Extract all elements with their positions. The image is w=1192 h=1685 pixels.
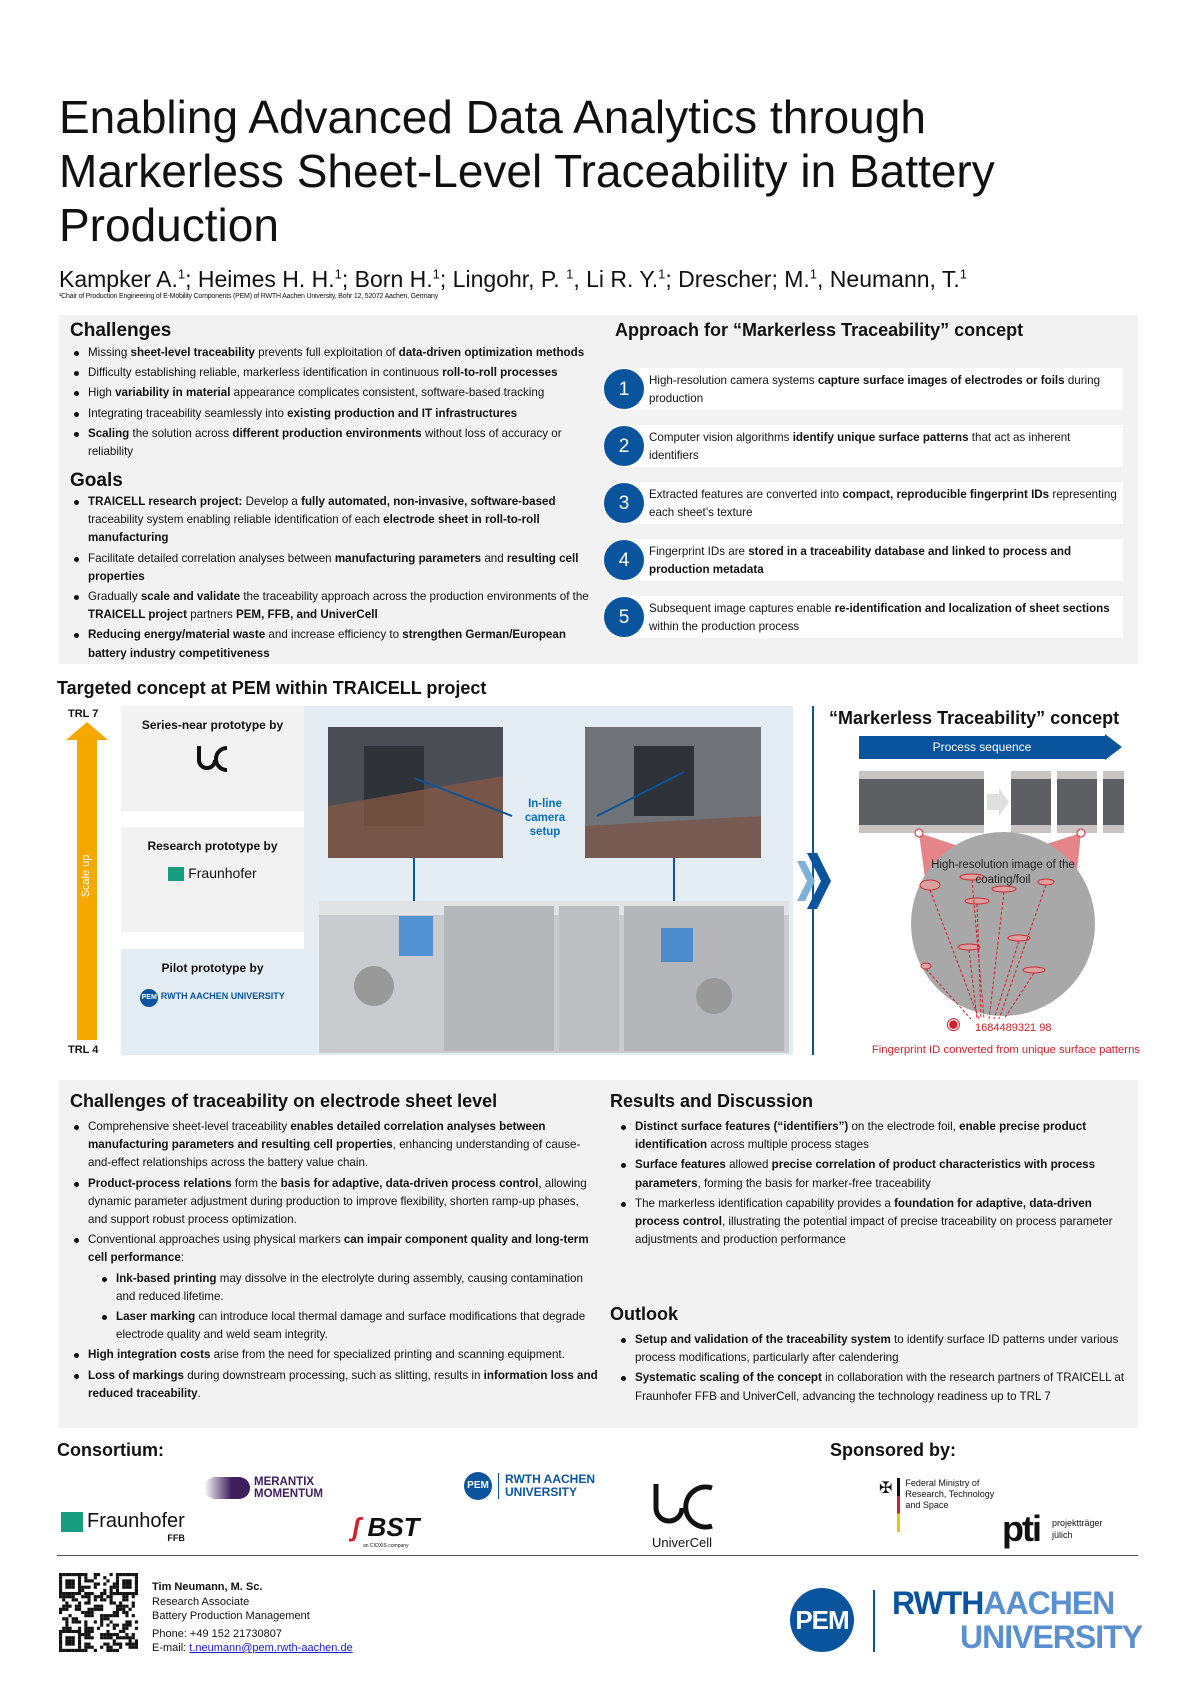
text-segment: Missing <box>88 346 131 359</box>
challenges-heading: Challenges <box>70 320 172 341</box>
approach-step <box>603 368 1123 410</box>
list-item <box>70 344 590 362</box>
list-item <box>617 1331 1129 1367</box>
level-research <box>121 827 304 932</box>
process-sequence-label: Process sequence <box>859 736 1105 759</box>
list-item <box>70 588 590 624</box>
author-name: ; Lingohr, P. <box>439 266 567 292</box>
consortium-heading: Consortium: <box>57 1440 164 1460</box>
text-segment: arise from the need for specialized printing and scanning equipment. <box>210 1348 565 1362</box>
text-segment: form the <box>231 1176 281 1190</box>
text-segment: Scaling <box>88 426 130 440</box>
text-segment: existing production and IT infrastructures <box>287 406 518 420</box>
camera-label: In-line camera setup <box>524 798 566 838</box>
text-segment: resulting cell properties <box>88 551 579 583</box>
contact-email-link[interactable]: t.neumann@pem.rwth-aachen.de <box>189 1642 353 1654</box>
text-segment: variability in material <box>115 386 231 400</box>
list-item <box>70 405 590 423</box>
text-segment: on the electrode foil, <box>848 1120 960 1133</box>
text-segment: prevents full exploitation of <box>254 346 399 359</box>
author-affiliation-mark: 1 <box>566 266 574 282</box>
poster-title: Enabling Advanced Data Analytics through Markerless Sheet-Level Traceability in Battery Production <box>59 91 995 251</box>
email-label: E-mail: <box>152 1642 190 1654</box>
text-segment: capture surface images of electrodes or foils <box>817 374 1065 387</box>
text-segment: and <box>481 551 507 565</box>
pem-rwth-logo: PEM RWTH AACHEN UNIVERSITY <box>121 989 304 1007</box>
text-segment: enable precise product identification <box>635 1120 1087 1152</box>
univercell-logo: UniverCell <box>648 1480 716 1550</box>
text-segment: different production environments <box>232 426 422 440</box>
text-segment: across multiple process stages <box>707 1138 869 1152</box>
fingerprint-caption: Fingerprint ID converted from unique surface patterns <box>871 1044 1140 1056</box>
bmbf-logo: ✠ Federal Ministry of Research, Technology and Space <box>879 1478 1005 1532</box>
text-segment: Facilitate detailed correlation analyses between <box>88 551 335 565</box>
targeted-heading: Targeted concept at PEM within TRAICELL project <box>57 678 487 698</box>
challenges-list <box>70 344 590 463</box>
text-segment: appearance complicates consistent, software-based tracking <box>230 386 545 400</box>
text-segment: in collaboration with the research partners of TRAICELL at Fraunhofer FFB and UniverCell, advancing the technology readiness up to TRL 7 <box>635 1371 1125 1403</box>
goals-list <box>70 493 590 665</box>
text-segment: information loss and reduced traceability <box>88 1368 598 1400</box>
level-pilot <box>121 949 304 1055</box>
approach-step <box>603 539 1123 581</box>
text-segment: Conventional approaches using physical markers <box>88 1233 344 1247</box>
text-segment: foundation for adaptive, data-driven process control <box>635 1196 1092 1229</box>
machine-illustration <box>304 706 793 1055</box>
level-label: Pilot prototype by <box>161 961 264 975</box>
text-segment: may dissolve in the electrolyte during assembly, causing contamination and reduced lifetime. <box>116 1271 583 1303</box>
text-segment: , forming the basis for marker-free traceability <box>697 1176 931 1190</box>
bst-logo: ʃ BST an CIOXIS company <box>352 1512 420 1549</box>
text-segment: can introduce local thermal damage and surface modifications that degrade electrode quality and weld seam integrity. <box>116 1310 586 1342</box>
logo-divider <box>873 1590 875 1652</box>
approach-step <box>603 596 1123 638</box>
text-segment: Gradually <box>88 590 141 604</box>
text-segment: during downstream processing, such as slitting, results in <box>184 1368 484 1382</box>
concept-heading: “Markerless Traceability” concept <box>829 708 1120 728</box>
univercell-logo-icon <box>193 742 233 776</box>
level-label: Series-near prototype by <box>141 718 284 732</box>
pem-rwth-logo: PEM RWTH AACHEN UNIVERSITY <box>464 1472 610 1500</box>
step-number-badge: 3 <box>603 482 645 524</box>
qr-code[interactable] <box>59 1573 138 1652</box>
text-segment: traceability system enabling reliable identification of each <box>88 513 384 527</box>
text-segment: fully automated, non-invasive, software-based <box>301 495 556 508</box>
fingerprint-id: 1684489321 98 <box>975 1022 1052 1034</box>
list-item <box>70 425 590 461</box>
text-segment: strengthen German/European battery industry competitiveness <box>88 628 566 660</box>
contact-role: Research Associate <box>152 1595 250 1608</box>
text-segment: , allowing dynamic parameter adjustment during production to improve flexibility, shorten ramp-up phases, and support robust process optimization. <box>88 1176 587 1227</box>
author-affiliation-mark: 1 <box>959 266 968 282</box>
list-item <box>617 1118 1129 1154</box>
text-segment: partners <box>186 608 236 622</box>
sheet-challenges-heading: Challenges of traceability on electrode sheet level <box>70 1091 498 1111</box>
level-label: Research prototype by <box>147 839 278 853</box>
text-segment: scale and validate <box>140 590 241 604</box>
text-segment: identify unique surface patterns <box>792 431 969 444</box>
list-item <box>98 1308 598 1344</box>
contact-department: Battery Production Management <box>152 1610 310 1622</box>
author-name: Kampker A. <box>59 266 178 292</box>
pti-logo: pti projektträger jülich <box>1002 1508 1103 1549</box>
list-item <box>70 626 590 662</box>
trl-bottom: TRL 4 <box>68 1044 99 1056</box>
text-segment: to identify surface ID patterns under various process modifications, particularly after calendering <box>635 1333 1119 1365</box>
fraunhofer-ffb-logo: Fraunhofer FFB <box>61 1510 185 1543</box>
list-item <box>70 550 590 586</box>
step-number-badge: 4 <box>603 539 645 581</box>
author-affiliation-mark: 1 <box>334 266 342 282</box>
results-heading: Results and Discussion <box>610 1091 814 1111</box>
text-segment: Integrating traceability seamlessly into <box>88 406 288 420</box>
text-segment: Comprehensive sheet-level traceability <box>88 1120 291 1133</box>
text-segment: compact, reproducible fingerprint IDs <box>842 488 1050 501</box>
contact-phone: Phone: +49 152 21730807 <box>152 1627 282 1640</box>
text-segment: High integration costs <box>88 1348 211 1362</box>
rwth-logo: RWTHAACHEN UNIVERSITY <box>892 1585 1143 1655</box>
list-item <box>617 1195 1129 1250</box>
chevron-right-icon <box>797 853 831 909</box>
text-segment: that act as inherent identifiers <box>649 431 1071 462</box>
text-segment: TRAICELL project <box>88 608 187 622</box>
list-item <box>70 1118 598 1173</box>
text-segment: Surface features <box>635 1158 726 1172</box>
text-segment: Loss of markings <box>88 1368 184 1382</box>
text-segment: Subsequent image captures enable <box>649 602 835 615</box>
text-segment: . <box>197 1386 201 1400</box>
univercell-logo-icon <box>648 1480 716 1530</box>
text-segment: and increase efficiency to <box>265 628 403 642</box>
text-segment: Product-process relations <box>88 1176 232 1190</box>
author-affiliation-mark: 1 <box>658 266 666 282</box>
text-segment: re-identification and localization of sheet sections <box>834 602 1110 615</box>
outlook-heading: Outlook <box>610 1304 678 1324</box>
text-segment: manufacturing parameters <box>334 551 482 565</box>
affiliation: ¹Chair of Production Engineering of E-Mobility Components (PEM) of RWTH Aachen University, Bohr 12, 52072 Aachen, Germany <box>59 293 439 300</box>
text-segment: allowed <box>725 1158 772 1172</box>
text-segment: stored in a traceability database and linked to process and production metadata <box>649 545 1072 576</box>
goals-heading: Goals <box>70 470 123 491</box>
text-segment: Systematic scaling of the concept <box>635 1371 822 1385</box>
text-segment: Ink-based printing <box>116 1271 217 1285</box>
list-item <box>70 1175 598 1230</box>
fraunhofer-logo: Fraunhofer <box>121 865 304 881</box>
author-name: , Li R. Y. <box>573 266 659 292</box>
author-name: ; Born H. <box>341 266 433 292</box>
author-name: , Neumann, T. <box>817 266 960 292</box>
approach-heading: Approach for “Markerless Traceability” concept <box>615 320 1024 340</box>
step-text <box>621 425 1123 467</box>
step-number-badge: 1 <box>603 368 645 410</box>
text-segment: representing each sheet’s texture <box>649 488 1117 519</box>
author-affiliation-mark: 1 <box>432 266 440 282</box>
text-segment: , enhancing understanding of cause-and-effect relationships across the battery value chain. <box>88 1138 581 1170</box>
text-segment: Develop a <box>242 495 302 508</box>
text-segment: Extracted features are converted into <box>649 488 843 501</box>
text-segment: PEM, FFB, and UniverCell <box>235 608 378 622</box>
list-item <box>70 384 590 402</box>
sponsored-heading: Sponsored by: <box>830 1440 957 1460</box>
text-segment: during production <box>649 374 1101 405</box>
list-item <box>617 1156 1129 1192</box>
text-segment: , illustrating the potential impact of precise traceability on process parameter adjustments and production performance <box>635 1215 1113 1247</box>
fingerprint-icon: ◉ <box>946 1014 961 1033</box>
text-segment: the traceability approach across the production environments of the <box>240 590 589 604</box>
text-segment: High-resolution camera systems <box>649 374 818 387</box>
text-segment: sheet-level traceability <box>130 346 255 359</box>
text-segment: High <box>88 386 116 400</box>
author-name: ; Heimes H. H. <box>185 266 335 292</box>
list-item <box>98 1270 598 1306</box>
text-segment: Reducing energy/material waste <box>88 628 266 642</box>
level-series-near <box>121 706 304 811</box>
text-segment: within the production process <box>649 620 800 633</box>
step-text <box>621 482 1123 524</box>
pem-logo: PEM <box>790 1588 854 1652</box>
text-segment: Computer vision algorithms <box>649 431 793 444</box>
author-affiliation-mark: 1 <box>809 266 818 282</box>
step-text <box>621 368 1123 410</box>
list-item <box>70 1231 598 1267</box>
text-segment: The markerless identification capability provides a <box>635 1196 895 1210</box>
sheet-challenges-list <box>70 1118 598 1405</box>
list-item <box>70 364 590 382</box>
list-item <box>70 493 590 548</box>
step-text <box>621 596 1123 638</box>
text-segment: Fingerprint IDs are <box>649 545 749 558</box>
text-segment: roll-to-roll processes <box>442 366 558 380</box>
outlook-list <box>617 1331 1129 1408</box>
author-list <box>59 266 967 293</box>
trl-top: TRL 7 <box>68 708 99 720</box>
approach-step <box>603 482 1123 524</box>
list-item <box>70 1367 598 1403</box>
list-item <box>617 1369 1129 1405</box>
text-segment: precise correlation of product characteristics with process parameters <box>635 1158 1096 1190</box>
approach-step <box>603 425 1123 467</box>
footer-divider <box>57 1555 1138 1556</box>
text-segment: electrode sheet in roll-to-roll manufacturing <box>88 513 540 545</box>
text-segment: TRAICELL research project: <box>88 495 243 508</box>
text-segment: the solution across <box>129 426 233 440</box>
text-segment: Setup and validation of the traceability system <box>635 1333 891 1346</box>
text-segment: Difficulty establishing reliable, markerless identification in continuous <box>88 366 443 380</box>
eagle-icon: ✠ <box>879 1480 893 1497</box>
text-segment: enables detailed correlation analyses between manufacturing parameters and resulting cell properties <box>88 1120 546 1152</box>
author-name: ; Drescher; M. <box>665 266 810 292</box>
results-list <box>617 1118 1129 1251</box>
list-item <box>70 1346 598 1364</box>
text-segment: can impair component quality and long-term cell performance <box>88 1233 589 1265</box>
image-label: High-resolution image of the coating/foil <box>931 859 1075 886</box>
step-number-badge: 2 <box>603 425 645 467</box>
step-number-badge: 5 <box>603 596 645 638</box>
text-segment: without loss of accuracy or reliability <box>88 426 562 459</box>
scale-up-label: Scale up <box>80 854 92 898</box>
contact-name: Tim Neumann, M. Sc. <box>152 1581 263 1593</box>
author-affiliation-mark: 1 <box>177 266 186 282</box>
contact-block <box>152 1580 353 1656</box>
merantix-logo: MERANTIX MOMENTUM <box>204 1476 346 1500</box>
text-segment: Laser marking <box>116 1310 196 1324</box>
text-segment: basis for adaptive, data-driven process control <box>280 1176 539 1190</box>
text-segment: : <box>180 1251 185 1265</box>
step-text <box>621 539 1123 581</box>
text-segment: data-driven optimization methods <box>398 346 585 359</box>
text-segment: Distinct surface features (“identifiers”) <box>635 1120 849 1133</box>
